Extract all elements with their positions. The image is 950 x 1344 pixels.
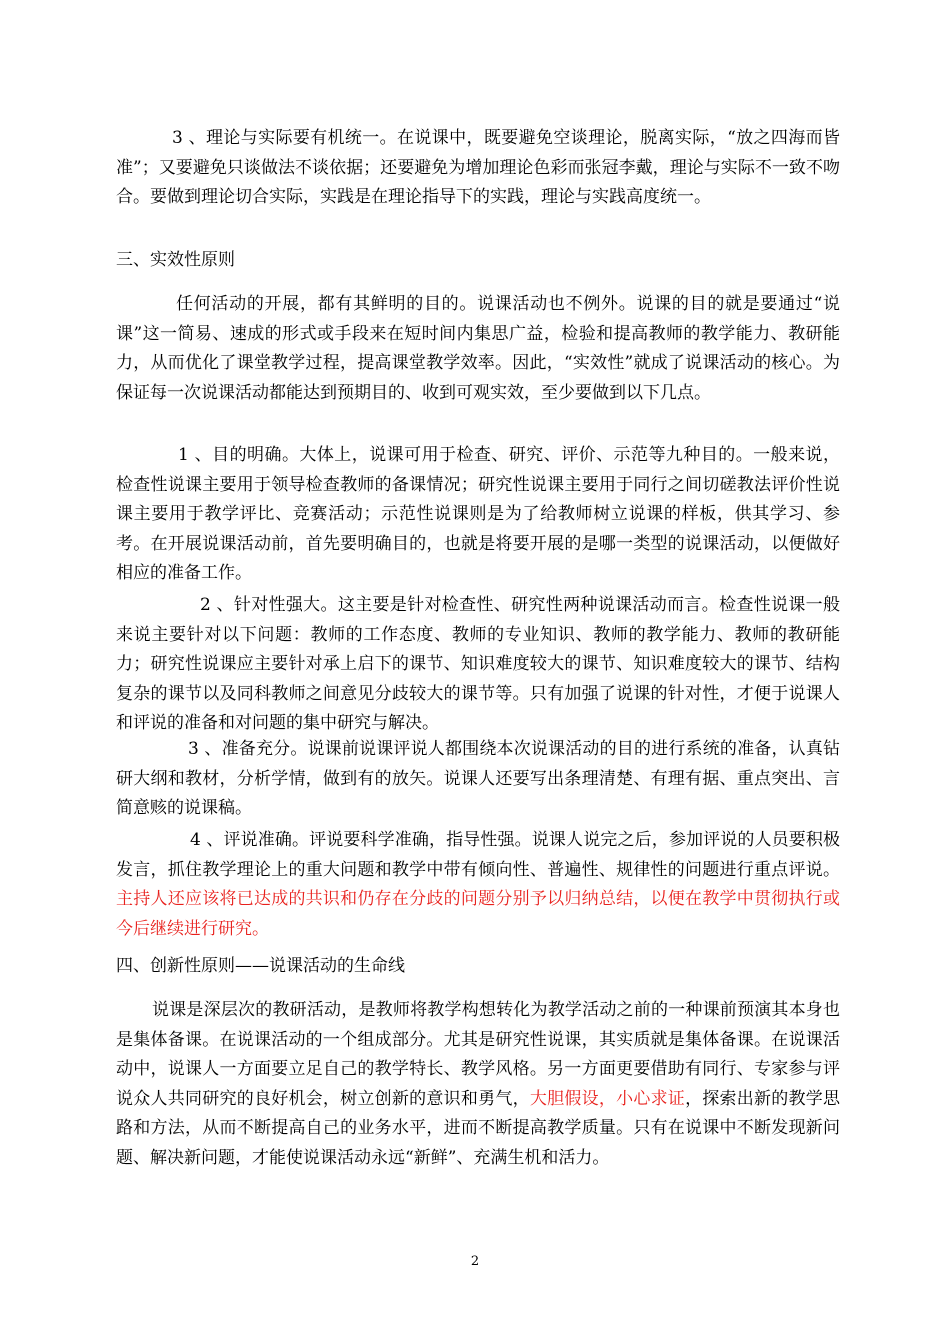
highlighted-summary-text: 主持人还应该将已达成的共识和仍存在分歧的问题分别予以归纳总结，以便在教学中贯彻执行或今后继续进行研究。: [116, 889, 840, 939]
section-heading-effectiveness: 三、实效性原则: [116, 250, 235, 270]
page-number: 2: [470, 1254, 480, 1269]
paragraph-item-preparation: 3 、准备充分。说课前说课评说人都围绕本次说课活动的目的进行系统的准备，认真钻研大纲和教材，分析学情，做到有的放矢。说课人还要写出条理清楚、有理有据、重点突出、言简意赅的说课稿。: [116, 739, 840, 818]
paragraph-innovation-body: [116, 996, 840, 1173]
paragraph-item-accurate-review: [116, 826, 840, 944]
paragraph-theory-practice: 3 、理论与实际要有机统一。在说课中，既要避免空谈理论，脱离实际，“放之四海而皆准”；又要避免只谈做法不谈依据；还要避免为增加理论色彩而张冠李戴，理论与实际不一致不吻合。要做到理论切合实际，实践是在理论指导下的实践，理论与实践高度统一。: [116, 128, 840, 207]
section-heading-innovation: 四、创新性原则——说课活动的生命线: [116, 956, 405, 976]
paragraph-effectiveness-intro: 任何活动的开展，都有其鲜明的目的。说课活动也不例外。说课的目的就是要通过“说课”这一简易、速成的形式或手段来在短时间内集思广益，检验和提高教师的教学能力、教研能力，从而优化了课堂教学过程，提高课堂教学效率。因此，“实效性”就成了说课活动的核心。为保证每一次说课活动都能达到预期目的、收到可观实效，至少要做到以下几点。: [116, 294, 840, 403]
innovation-text-part1: 说课是深层次的教研活动，是教师将教学构想转化为教学活动之前的一种课前预演其本身也是集体备课。在说课活动的一个组成部分。尤其是研究性说课，其实质就是集体备课。在说课活动中，说课人一方面要立足自己的教学特长、教学风格。另一方面更要借助有同行、专家参与评说众人共同研究的良好机会，树立创新的意识和勇气，: [116, 1000, 840, 1109]
highlighted-bold-hypothesis: 大胆假设，小心求证: [529, 1088, 686, 1109]
paragraph-item-clear-purpose: 1 、目的明确。大体上，说课可用于检查、研究、评价、示范等九种目的。一般来说，检查性说课主要用于领导检查教师的备课情况；研究性说课主要用于同行之间切磋教法评价性说课主要用于教学评比、竞赛活动；示范性说课则是为了给教师树立说课的样板，供其学习、参考。在开展说课活动前，首先要明确目的，也就是将要开展的是哪一类型的说课活动，以便做好相应的准备工作。: [116, 445, 840, 583]
paragraph-item-targeted: 2 、针对性强大。这主要是针对检查性、研究性两种说课活动而言。检查性说课一般来说主要针对以下问题：教师的工作态度、教师的专业知识、教师的教学能力、教师的教研能力；研究性说课应主要针对承上启下的课节、知识难度较大的课节、知识难度较大的课节、结构复杂的课节以及同科教师之间意见分歧较大的课节等。只有加强了说课的针对性，才便于说课人和评说的准备和对问题的集中研究与解决。: [116, 595, 840, 733]
review-text: 4 、评说准确。评说要科学准确，指导性强。说课人说完之后，参加评说的人员要积极发言，抓住教学理论上的重大问题和教学中带有倾向性、普遍性、规律性的问题进行重点评说。: [116, 830, 840, 880]
innovation-text-part2: ，探索出新的教学思路和方法，从而不断提高自己的业务水平，进而不断提高教学质量。只有在说课中不断发现新问题、解决新问题，才能使说课活动永远“新鲜”、充满生机和活力。: [116, 1088, 841, 1168]
